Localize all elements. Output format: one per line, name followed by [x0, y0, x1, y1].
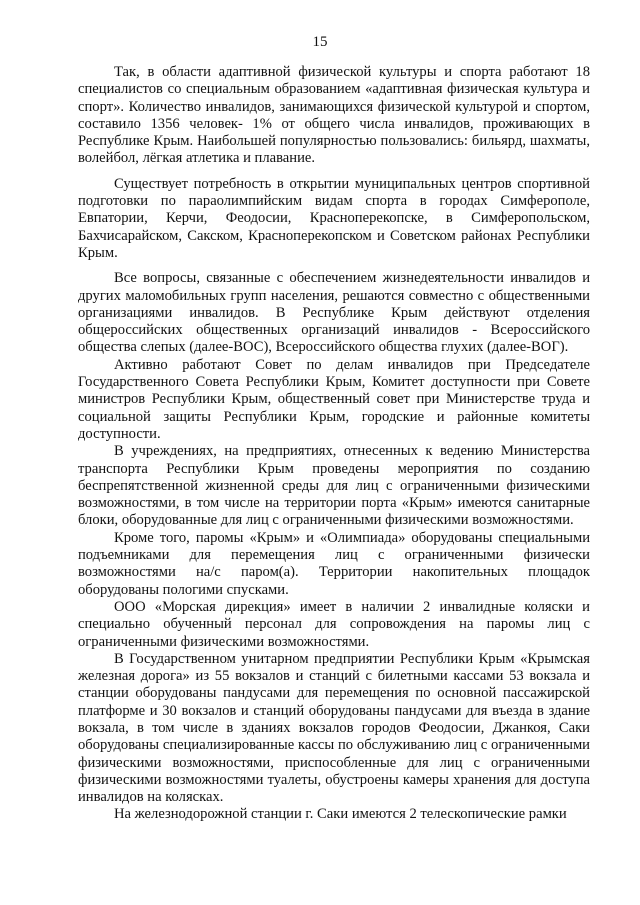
paragraph-transport-ministry: В учреждениях, на предприятиях, отнесенных к ведению Министерства транспорта Республики Крым проведены мероприятия по созданию беспрепятственной жизненной среды для лиц с ограниченными физическими возможностями, в том числе на территории порта «Крым» имеются санитарные блоки, оборудованные для лиц с ограниченными физическими возможностями.	[78, 443, 590, 529]
paragraph-councils: Активно работают Совет по делам инвалидов при Председателе Государственного Совета Республики Крым, Комитет доступности при Совете министров Республики Крым, общественный совет при Министерстве труда и социальной защиты Республики Крым, городские и районные комитеты доступности.	[78, 356, 590, 442]
page-number: 15	[312, 34, 328, 50]
paragraph-ferries: Кроме того, паромы «Крым» и «Олимпиада» оборудованы специальными подъемниками для перемещения лиц с ограниченными физически возможностями на/с паром(а). Территории накопительных площадок оборудованы пологими спусками.	[78, 529, 590, 598]
paragraph-adaptive-sport: Так, в области адаптивной физической культуры и спорта работают 18 специалистов со специальным образованием «адаптивная физическая культура и спорт». Количество инвалидов, занимающихся физической культурой и спортом, составило 1356 человек- 1% от общего числа инвалидов, проживающих в Республике Крым. Наибольшей популярностью пользовались: бильярд, шахматы, волейбол, лёгкая атлетика и плавание.	[78, 64, 590, 167]
document-body	[78, 64, 590, 824]
paragraph-public-organizations: Все вопросы, связанные с обеспечением жизнедеятельности инвалидов и других маломобильных групп населения, решаются совместно с общественными организациями инвалидов. В Республике Крым действуют отделения общероссийских общественных организаций инвалидов - Всероссийского общества слепых (далее-ВОС), Всероссийского общества глухих (далее-ВОГ).	[78, 270, 590, 356]
paragraph-saki-station: На железнодорожной станции г. Саки имеются 2 телескопические рамки	[114, 806, 567, 823]
paragraph-marine-directorate: ООО «Морская дирекция» имеет в наличии 2 инвалидные коляски и специально обученный персонал для сопровождения на паромы лиц с ограниченными физическими возможностями.	[78, 598, 590, 650]
paragraph-paralympic-centers: Существует потребность в открытии муниципальных центров спортивной подготовки по параолимпийским видам спорта в городах Симферополе, Евпатории, Керчи, Феодосии, Красноперекопске, в Симферопольском, Бахчисарайском, Сакском, Красноперекопском и Советском районах Республики Крым.	[78, 175, 590, 261]
paragraph-railway: В Государственном унитарном предприятии Республики Крым «Крымская железная дорога» из 55 вокзалов и станций с билетными кассами 53 вокзала и станции оборудованы пандусами для перемещения по основной пассажирской платформе и 30 вокзалов и станций оборудованы пандусами для въезда в здание вокзала, в том числе в зданиях вокзалов городов Феодосии, Джанкоя, Саки оборудованы специализированные кассы по обслуживанию лиц с ограниченными физическими возможностями, приспособленные для лиц с ограниченными физическими возможностями туалеты, обустроены камеры хранения для доступа инвалидов на колясках.	[78, 650, 590, 806]
